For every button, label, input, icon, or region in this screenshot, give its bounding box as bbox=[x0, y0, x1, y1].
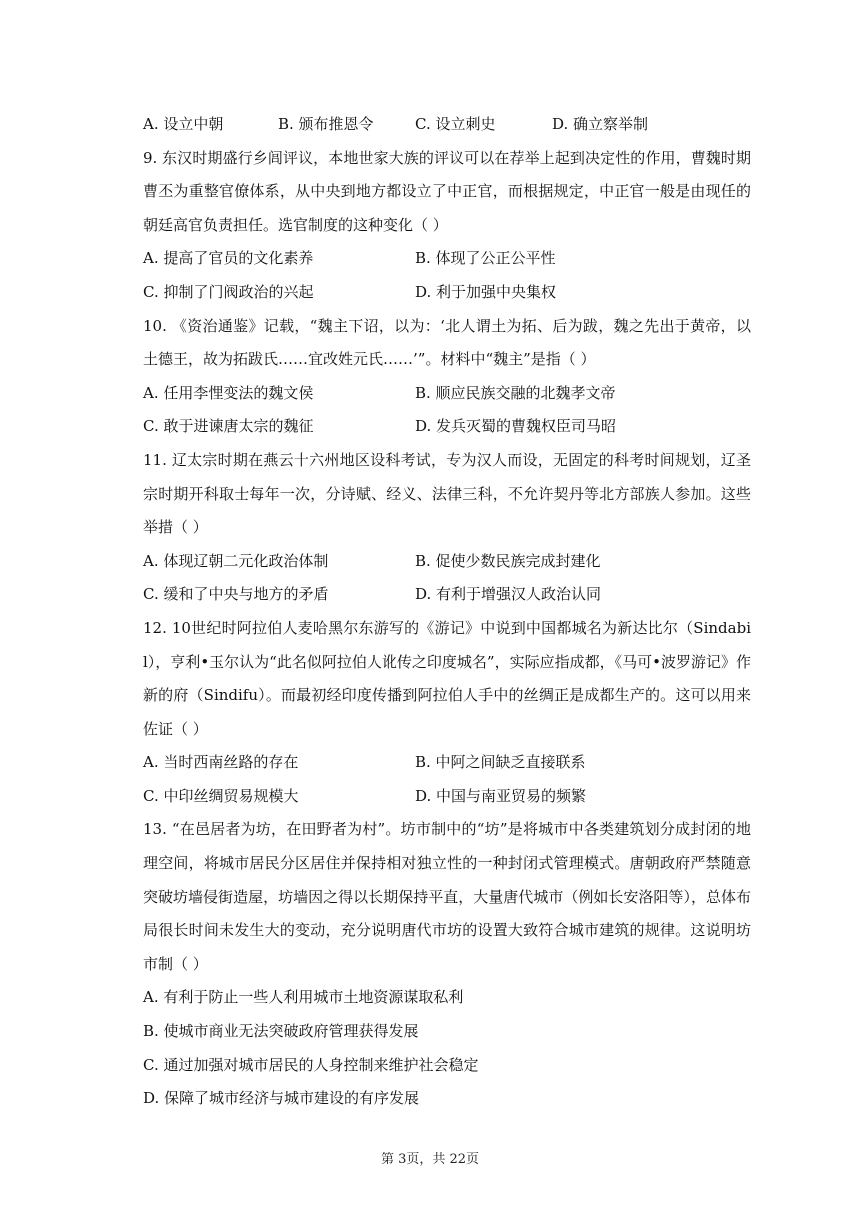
q9-option-d: D. 利于加强中央集权 bbox=[415, 282, 557, 301]
q11-stem: 11. 辽太宗时期在燕云十六州地区设科考试，专为汉人而设，无固定的科考时间规划，辽圣宗时期开科取士每年一次，分诗赋、经义、法律三科，不允许契丹等北方部族人参加。这些举措（ ） bbox=[143, 450, 751, 537]
q11-option-d: D. 有利于增强汉人政治认同 bbox=[415, 585, 602, 604]
q13-option-d: D. 保障了城市经济与城市建设的有序发展 bbox=[143, 1089, 420, 1108]
q10-option-d: D. 发兵灭蜀的曹魏权臣司马昭 bbox=[415, 417, 617, 436]
q12-options-row1 bbox=[143, 746, 751, 780]
q10-option-c: C. 敢于进谏唐太宗的魏征 bbox=[143, 417, 314, 436]
q10-options-row2 bbox=[143, 410, 751, 444]
page-content bbox=[143, 108, 751, 1116]
q8-options bbox=[143, 108, 751, 142]
q10-stem: 10. 《资治通鉴》记载，“魏主下诏，以为：‘北人谓土为拓、后为跋，魏之先出于黄帝，以土德王，故为拓跋氏……宜改姓元氏……’”。材料中“魏主”是指（ ） bbox=[143, 316, 751, 369]
q8-option-a: A. 设立中朝 bbox=[143, 115, 224, 133]
q12-option-c: C. 中印丝绸贸易规模大 bbox=[143, 786, 299, 805]
q8-option-d: D. 确立察举制 bbox=[552, 115, 649, 133]
q9-option-b: B. 体现了公正公平性 bbox=[415, 249, 556, 268]
q13-stem: 13. “在邑居者为坊，在田野者为村”。坊市制中的“坊”是将城市中各类建筑划分成封闭的地理空间，将城市居民分区居住并保持相对独立性的一种封闭式管理模式。唐朝政府严禁随意突破坊墙侵街造屋，坊墙因之得以长期保持平直，大量唐代城市（例如长安洛阳等），总体布局很长时间未发生大的变动，充分说明唐代市坊的设置大致符合城市建筑的规律。这说明坊市制（ ） bbox=[143, 820, 751, 973]
q11-option-a: A. 体现辽朝二元化政治体制 bbox=[143, 551, 329, 570]
q12-option-d: D. 中国与南亚贸易的频繁 bbox=[415, 786, 587, 805]
q11-options-row1 bbox=[143, 545, 751, 579]
q9-options-row1 bbox=[143, 242, 751, 276]
page-footer: 第 3页，共 22页 bbox=[380, 1152, 480, 1167]
q9-option-c: C. 抑制了门阀政治的兴起 bbox=[143, 282, 314, 301]
q11-option-c: C. 缓和了中央与地方的矛盾 bbox=[143, 585, 329, 604]
q12-option-a: A. 当时西南丝路的存在 bbox=[143, 753, 299, 772]
q11-option-b: B. 促使少数民族完成封建化 bbox=[415, 551, 601, 570]
q11-options-row2 bbox=[143, 578, 751, 612]
q9-options-row2 bbox=[143, 276, 751, 310]
q9-stem: 9. 东汉时期盛行乡闾评议，本地世家大族的评议可以在荐举上起到决定性的作用，曹魏时期曹丕为重整官僚体系，从中央到地方都设立了中正官，而根据规定，中正官一般是由现任的朝廷高官负责担任。选官制度的这种变化（ ） bbox=[143, 148, 751, 234]
q13-option-b: B. 使城市商业无法突破政府管理获得发展 bbox=[143, 1022, 419, 1041]
q13-option-c: C. 通过加强对城市居民的人身控制来维护社会稳定 bbox=[143, 1055, 479, 1074]
q9-option-a: A. 提高了官员的文化素养 bbox=[143, 249, 314, 268]
q12-stem: 12. 10世纪时阿拉伯人麦哈黑尔东游写的《游记》中说到中国都城名为新达比尔（Sindabil），亨利•玉尔认为“此名似阿拉伯人讹传之印度城名”，实际应指成都，《马可•波罗游记》作新的府（Sindifu）。而最初经印度传播到阿拉伯人手中的丝绸正是成都生产的。这可以用来佐证（ ） bbox=[143, 618, 751, 738]
q12-options-row2 bbox=[143, 780, 751, 814]
q10-option-a: A. 任用李悝变法的魏文侯 bbox=[143, 383, 314, 402]
q8-option-b: B. 颁布推恩令 bbox=[278, 115, 374, 133]
q13-option-a: A. 有利于防止一些人利用城市土地资源谋取私利 bbox=[143, 988, 464, 1007]
q10-options-row1 bbox=[143, 377, 751, 411]
q12-option-b: B. 中阿之间缺乏直接联系 bbox=[415, 753, 586, 772]
q8-option-c: C. 设立刺史 bbox=[415, 115, 496, 133]
q10-option-b: B. 顺应民族交融的北魏孝文帝 bbox=[415, 383, 616, 402]
